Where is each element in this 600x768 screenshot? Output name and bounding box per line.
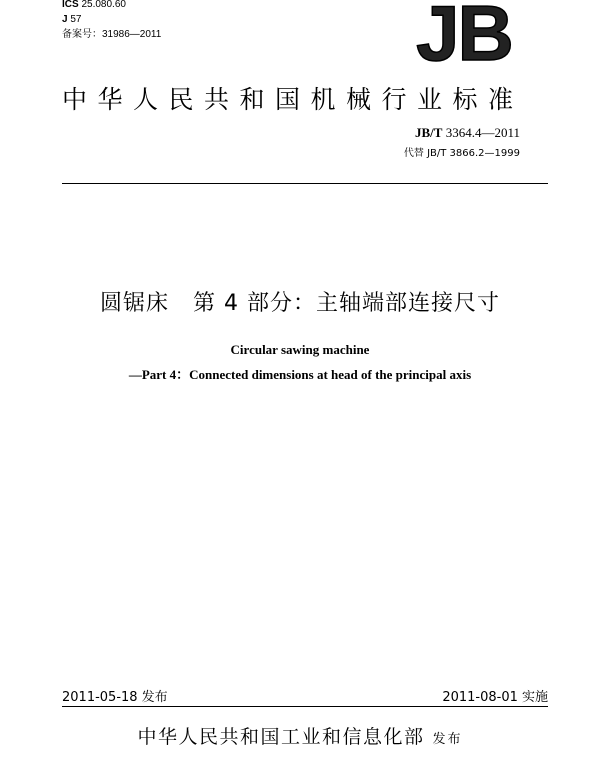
- ccs-code: 57: [70, 14, 82, 25]
- standard-prefix: JB/T: [415, 125, 443, 140]
- footer-divider: [62, 706, 548, 707]
- ccs-label: J: [62, 14, 68, 25]
- issuer: [0, 722, 600, 749]
- document-metadata: [62, 0, 161, 42]
- issuer-organization: 中华人民共和国工业和信息化部: [137, 726, 425, 748]
- english-title-line2: —Part 4：Connected dimensions at head of the principal axis: [128, 367, 472, 382]
- issue-date: 2011-05-18 发布: [62, 690, 168, 705]
- standard-code: 3364.4—2011: [442, 125, 520, 140]
- ics-line: [62, 0, 161, 12]
- english-title-line1: Circular sawing machine: [230, 342, 370, 357]
- ccs-line: [62, 12, 161, 27]
- replaces-note: 代替 JB/T 3866.2—1999: [403, 148, 520, 159]
- page-title: 中华人民共和国机械行业标准: [62, 85, 524, 114]
- jb-logo: [406, 0, 522, 70]
- filing-number: 备案号：31986—2011: [62, 29, 162, 40]
- jb-logo-text: JB: [416, 0, 512, 70]
- ics-label: ICS: [62, 0, 79, 10]
- ics-code: 25.080.60: [81, 0, 126, 10]
- issuer-verb: 发布: [432, 732, 463, 747]
- chinese-title: 圆锯床 第 4 部分：主轴端部连接尺寸: [100, 291, 500, 316]
- implementation-date: 2011-08-01 实施: [442, 690, 548, 705]
- standard-number: [415, 125, 520, 141]
- header-divider: [62, 183, 548, 184]
